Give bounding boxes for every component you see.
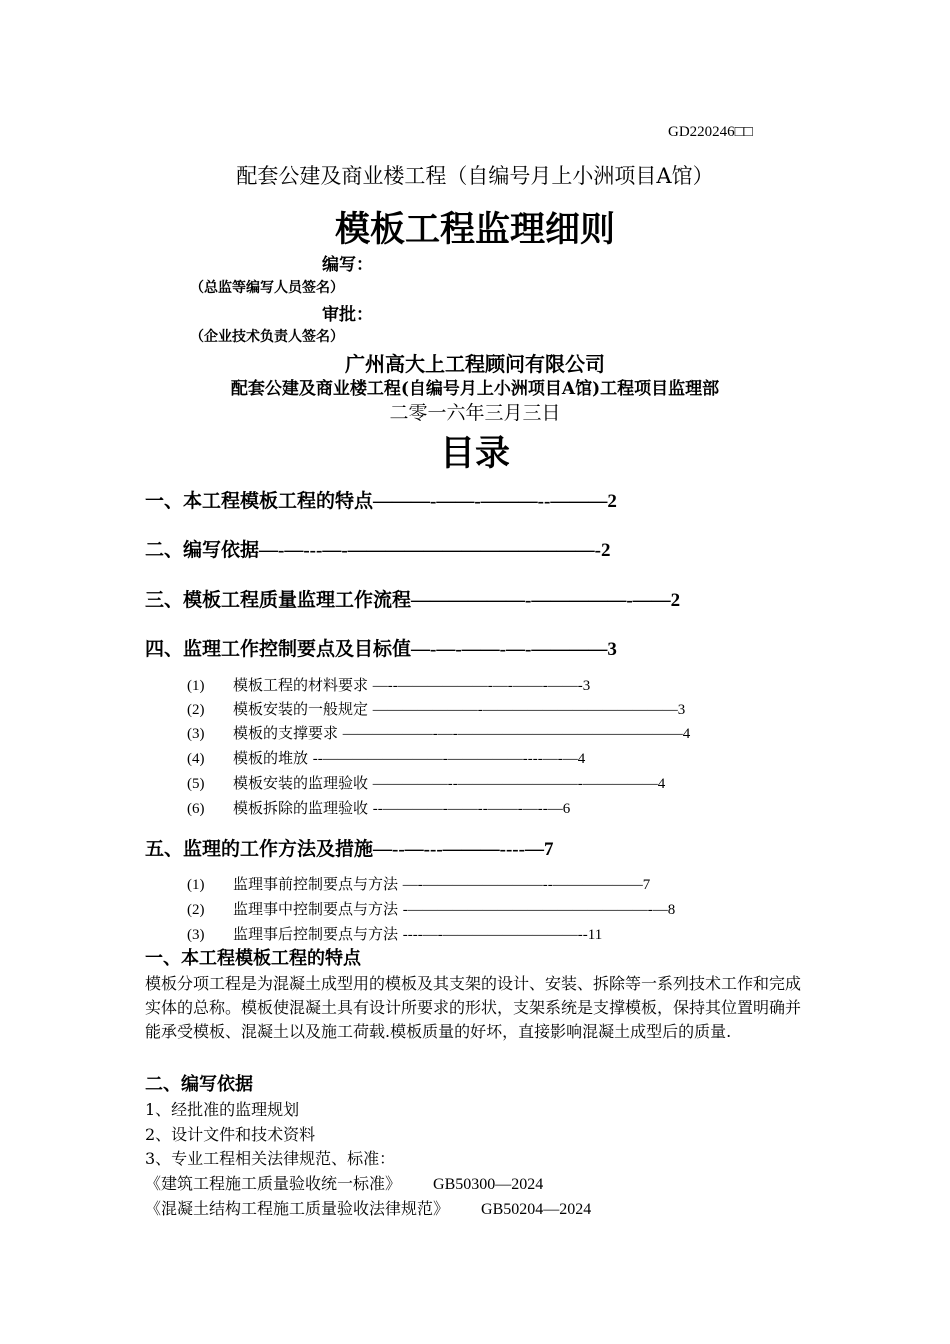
toc-page: 7 [543,839,554,860]
standard-item [145,1196,591,1219]
toc-leader: —--——————-—-——-——- [372,678,583,694]
toc-subentry-num: (4) [187,751,205,767]
list-item: 1、经批准的监理规划 [145,1100,300,1119]
toc-entry-title: 一、本工程模板工程的特点 [145,490,374,512]
department-name: 配套公建及商业楼工程(自编号月上小洲项目A馆)工程项目监理部 [230,379,720,399]
toc-subentry-num: (5) [187,776,205,792]
document-code: GD220246□□ [668,124,753,140]
toc-entry [145,834,553,861]
toc-subentry-num: (2) [187,902,205,918]
toc-page: 8 [667,902,676,918]
toc-leader: ——————-—-——————————————— [342,726,683,742]
toc-subentry [187,797,570,818]
toc-leader: --————-——--——-—--— [372,801,563,817]
toc-entry-title: 四、监理工作控制要点及目标值 [145,638,412,660]
toc-leader: —--—---———----— [373,839,544,860]
toc-entry-title: 五、监理的工作方法及措施 [145,838,374,860]
toc-subentry-title: 模板工程的材料要求 [233,676,369,694]
toc-page: 3 [677,702,686,718]
standard-item [145,1171,543,1194]
approver-note: （企业技术负责人签名） [190,329,344,345]
toc-subentry-title: 模板的支撑要求 [233,724,339,742]
toc-leader: --————————-—————----—-— [312,751,578,767]
standard-code: GB50204—2024 [481,1201,592,1218]
toc-subentry [187,698,685,719]
toc-entry [145,486,617,513]
toc-page: 3 [607,639,617,660]
toc-leader: —-————————--—————— [402,877,643,893]
toc-subentry [187,923,602,944]
toc-subentry-title: 监理事前控制要点与方法 [233,875,399,893]
toc-subentry [187,674,590,695]
toc-subentry [187,722,690,743]
toc-title: 目录 [439,433,510,474]
toc-subentry [187,772,665,793]
toc-subentry-num: (1) [187,678,205,694]
author-label: 编写： [322,255,373,275]
section-paragraph: 模板分项工程是为混凝土成型用的模板及其支架的设计、安装、拆除等一系列技术工作和完成实体的总称。模板使混凝土具有设计所要求的形状，支架系统是支撑模板，保持其位置明确并能承受模板、混凝土以及施工荷载.模板质量的好坏，直接影响混凝土成型后的质量. [145,974,802,1041]
toc-page: 6 [562,801,571,817]
toc-leader: —————--————————-————— [372,776,658,792]
main-title: 模板工程监理细则 [334,210,615,250]
approver-label: 审批： [322,305,373,325]
toc-subentry-num: (3) [187,927,205,943]
toc-leader: —-—-——-—-———— [411,639,608,660]
toc-subentry-title: 模板安装的一般规定 [233,700,369,718]
toc-page: 2 [600,540,611,561]
section-heading: 二、编写依据 [145,1074,253,1095]
document-date: 二零一六年三月三日 [389,402,561,424]
toc-leader: ----—-—————————-- [402,927,588,943]
toc-page: 4 [577,751,586,767]
toc-subentry-title: 模板安装的监理验收 [233,774,369,792]
toc-subentry-title: 监理事中控制要点与方法 [233,900,399,918]
section-heading: 一、本工程模板工程的特点 [145,948,361,969]
toc-leader: ———————-————————————— [372,702,678,718]
toc-subentry [187,873,650,894]
toc-entry-title: 三、模板工程质量监理工作流程 [145,589,412,611]
list-item: 3、专业工程相关法律规范、标准： [145,1149,396,1168]
toc-entry [145,585,680,612]
toc-subentry [187,898,675,919]
author-note: （总监等编写人员签名） [190,280,344,296]
toc-page: 2 [607,491,617,512]
toc-subentry-num: (6) [187,801,205,817]
toc-leader: -————————————————-— [402,902,668,918]
toc-entry [145,535,610,562]
standard-name: 《建筑工程施工质量验收统一标准》 [145,1174,402,1193]
standard-name: 《混凝土结构工程施工质量验收法律规范》 [145,1199,450,1218]
toc-entry-title: 二、编写依据 [145,539,260,561]
toc-subentry-num: (1) [187,877,205,893]
toc-subentry [187,747,585,768]
toc-subentry-title: 模板的堆放 [233,749,309,767]
toc-page: 11 [587,927,603,943]
toc-leader: ———-——-———--——— [373,491,608,512]
standard-code: GB50300—2024 [433,1176,544,1193]
toc-subentry-title: 监理事后控制要点与方法 [233,925,399,943]
toc-page: 2 [670,590,681,611]
toc-page: 7 [642,877,651,893]
toc-subentry-num: (2) [187,702,205,718]
toc-entry [145,634,617,661]
project-title: 配套公建及商业楼工程（自编号月上小洲项目A馆） [236,164,714,188]
toc-subentry-title: 模板拆除的监理验收 [233,799,369,817]
list-item: 2、设计文件和技术资料 [145,1125,316,1144]
company-name: 广州高大上工程顾问有限公司 [345,352,605,376]
toc-page: 4 [682,726,691,742]
toc-page: 4 [657,776,666,792]
toc-leader: —-—---—-—————————————- [259,540,601,561]
toc-subentry-num: (3) [187,726,205,742]
toc-leader: ——————-—————-—— [411,590,671,611]
toc-page: 3 [582,678,591,694]
